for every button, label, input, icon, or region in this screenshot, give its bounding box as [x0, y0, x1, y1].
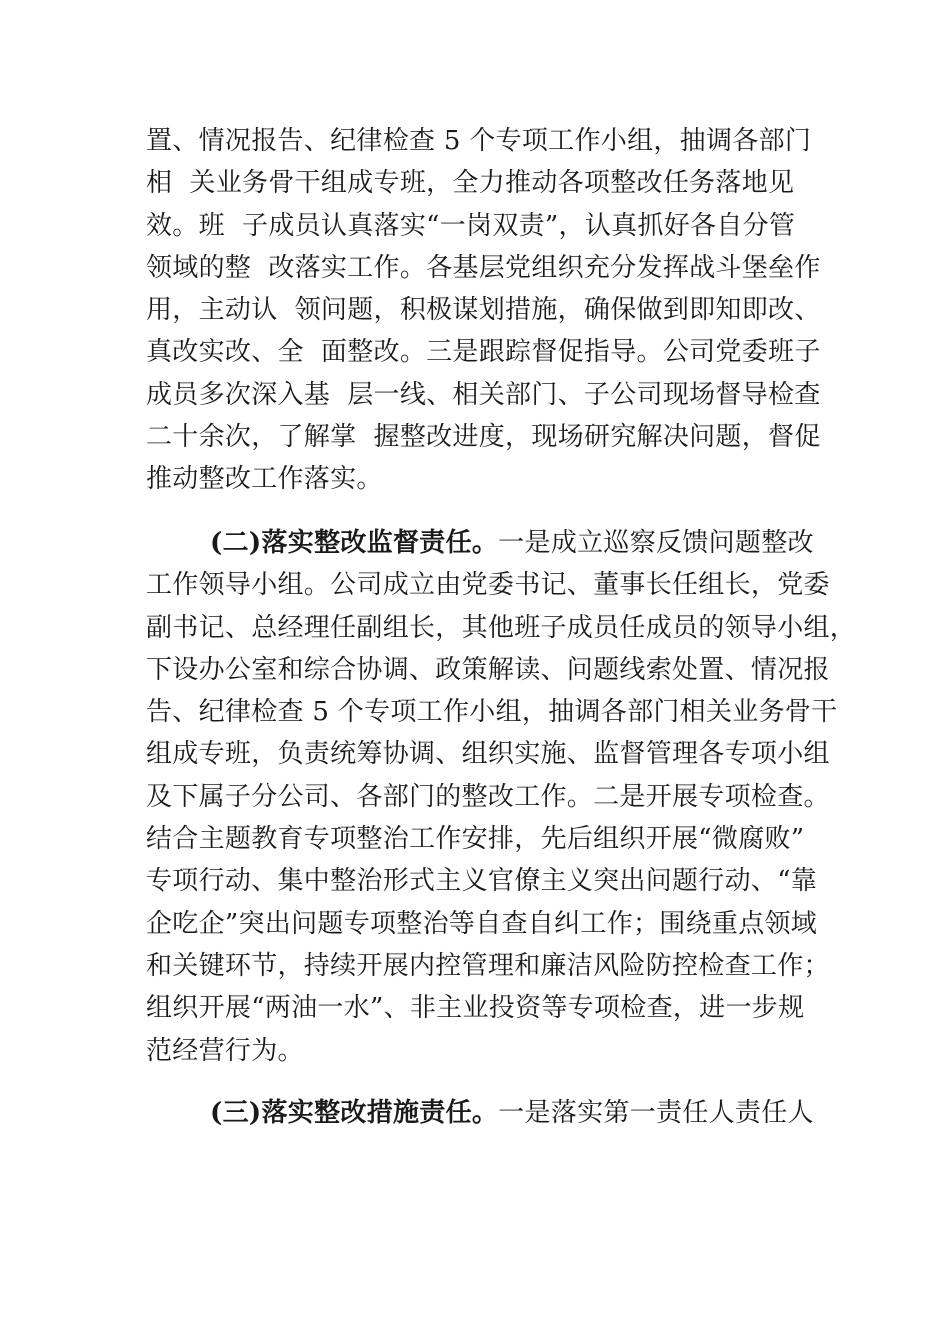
text-line: 结合主题教育专项整治工作安排，先后组织开展“微腐败”	[146, 824, 805, 855]
text-line: 和关键环节，持续开展内控管理和廉洁风险防控检查工作；	[146, 950, 830, 981]
text-line: 范经营行为。	[146, 1035, 304, 1066]
text-line: 成员多次深入基 层一线、相关部门、子公司现场督导检查	[146, 379, 821, 410]
text-line: 置、情况报告、纪律检查 5 个专项工作小组，抽调各部门	[146, 126, 812, 156]
text-line: 推动整改工作落实。	[146, 464, 383, 495]
text-line: 告、纪律检查 5 个专项工作小组，抽调各部门相关业务骨干	[146, 697, 838, 728]
text-line: 真改实改、全 面整改。三是跟踪督促指导。公司党委班子	[146, 337, 821, 368]
text-line: 组织开展“两油一水”、非主业投资等专项检查，进一步规	[146, 993, 805, 1024]
section-heading: (二)落实整改监督责任。	[210, 528, 499, 558]
section-heading: (三)落实整改措施责任。	[210, 1098, 499, 1128]
text-line: 用，主动认 领问题，积极谋划措施，确保做到即知即改、	[146, 295, 821, 326]
text-line: 副书记、总经理任副组长，其他班子成员任成员的领导小组，	[146, 612, 857, 643]
text-line: 专项行动、集中整治形式主义官僚主义突出问题行动、“靠	[146, 866, 818, 897]
text-line: 工作领导小组。公司成立由党委书记、董事长任组长，党委	[146, 570, 830, 601]
text-line: 二十余次，了解掌 握整改进度，现场研究解决问题，督促	[146, 422, 821, 453]
text-run: 一是落实第一责任人责任人	[498, 1098, 814, 1128]
text-line: 组成专班，负责统筹协调、组织实施、监督管理各专项小组	[146, 739, 830, 770]
text-line: 下设办公室和综合协调、政策解读、问题线索处置、情况报	[146, 654, 830, 685]
paragraph-3	[146, 1092, 826, 1134]
text-line: 及下属子分公司、各部门的整改工作。二是开展专项检查。	[146, 781, 830, 812]
paragraph-1	[146, 120, 826, 501]
paragraph-2	[146, 522, 857, 1072]
text-line-first	[146, 522, 826, 564]
text-line: 效。班 子成员认真落实“一岗双责”，认真抓好各自分管	[146, 210, 796, 241]
text-line: 企吃企”突出问题专项整治等自查自纠工作；围绕重点领域	[146, 908, 818, 939]
text-line: 相 关业务骨干组成专班，全力推动各项整改任务落地见	[146, 168, 795, 199]
text-run: 一是成立巡察反馈问题整改	[498, 528, 814, 558]
text-line-first	[146, 1092, 826, 1134]
text-line: 领域的整 改落实工作。各基层党组织充分发挥战斗堡垒作	[146, 252, 821, 283]
